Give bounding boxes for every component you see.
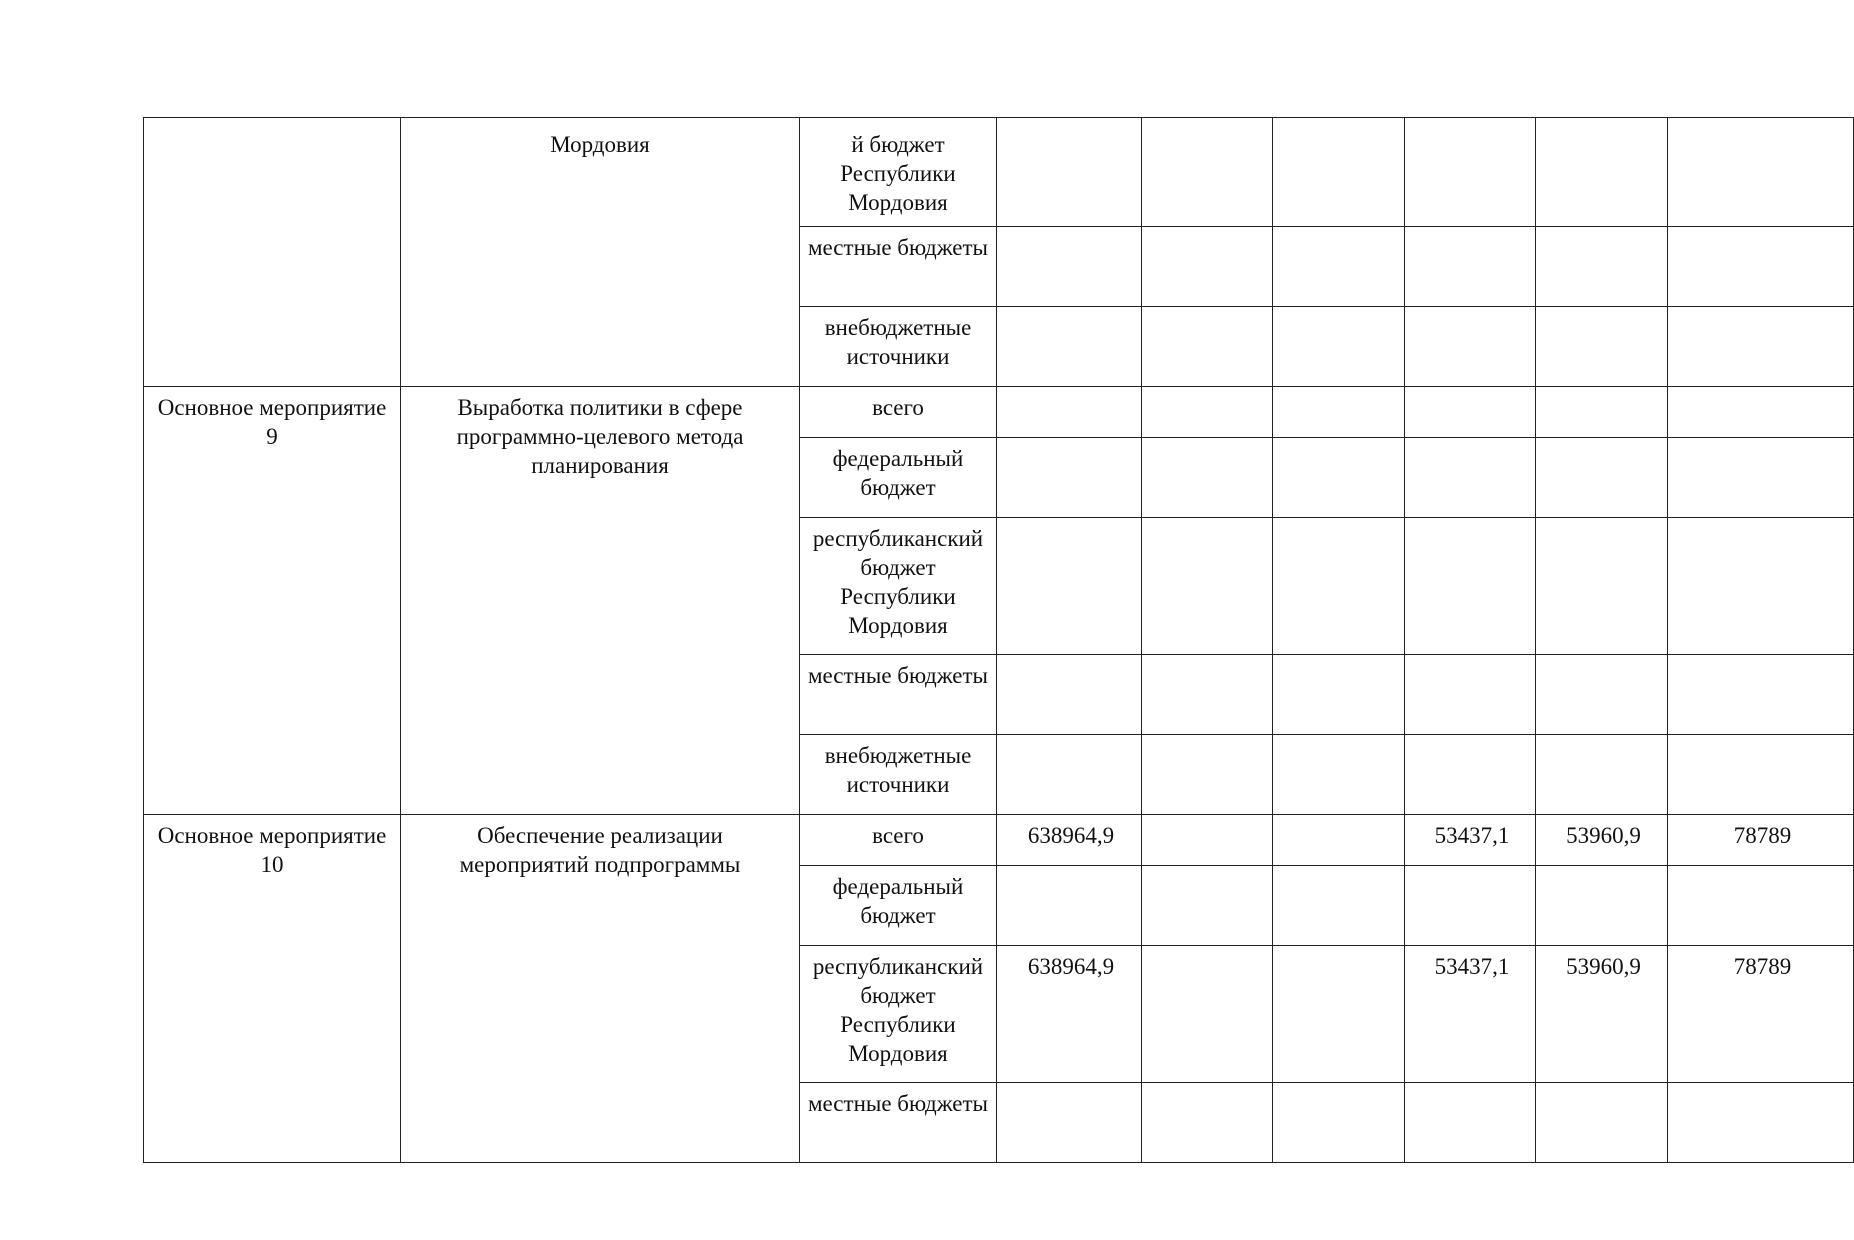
funding-source-cell: й бюджет Республики Мордовия xyxy=(800,118,997,227)
value-cell: 53960,9 xyxy=(1536,946,1668,1083)
value-cell xyxy=(1142,387,1273,438)
value-cell xyxy=(1405,118,1536,227)
value-cell xyxy=(1405,1083,1536,1163)
funding-source-cell: республиканский бюджет Республики Мордовия xyxy=(800,946,997,1083)
value-cell xyxy=(1273,387,1405,438)
value-cell xyxy=(1536,118,1668,227)
table-body xyxy=(144,118,1854,1163)
value-cell xyxy=(997,118,1142,227)
value-cell xyxy=(1273,946,1405,1083)
event-name-cell: Мордовия xyxy=(401,118,800,387)
value-cell xyxy=(1142,118,1273,227)
funding-source-cell: местные бюджеты xyxy=(800,1083,997,1163)
value-cell xyxy=(1142,1083,1273,1163)
value-cell xyxy=(997,438,1142,518)
value-cell xyxy=(1273,438,1405,518)
event-name-cell: Обеспечение реализации мероприятий подпрограммы xyxy=(401,815,800,1163)
value-cell xyxy=(1536,735,1668,815)
value-cell xyxy=(1405,866,1536,946)
value-cell xyxy=(1273,307,1405,387)
value-cell xyxy=(1668,118,1854,227)
value-cell xyxy=(1142,655,1273,735)
value-cell xyxy=(997,227,1142,307)
value-cell xyxy=(997,307,1142,387)
table-row xyxy=(144,815,1854,866)
funding-source-cell: внебюджетные источники xyxy=(800,735,997,815)
funding-source-cell: всего xyxy=(800,815,997,866)
value-cell xyxy=(997,866,1142,946)
value-cell xyxy=(1668,438,1854,518)
table-row xyxy=(144,118,1854,227)
funding-source-cell: всего xyxy=(800,387,997,438)
funding-source-cell: федеральный бюджет xyxy=(800,438,997,518)
value-cell xyxy=(1142,518,1273,655)
value-cell xyxy=(1536,518,1668,655)
value-cell xyxy=(1536,227,1668,307)
value-cell xyxy=(1142,815,1273,866)
value-cell xyxy=(1405,655,1536,735)
event-cell xyxy=(144,118,401,387)
value-cell: 53960,9 xyxy=(1536,815,1668,866)
value-cell xyxy=(1668,735,1854,815)
funding-source-cell: местные бюджеты xyxy=(800,655,997,735)
value-cell: 53437,1 xyxy=(1405,815,1536,866)
event-cell: Основное мероприятие 10 xyxy=(144,815,401,1163)
funding-source-cell: республиканский бюджет Республики Мордовия xyxy=(800,518,997,655)
value-cell xyxy=(1668,307,1854,387)
value-cell xyxy=(1668,518,1854,655)
value-cell xyxy=(1273,735,1405,815)
value-cell xyxy=(1273,1083,1405,1163)
value-cell xyxy=(1405,438,1536,518)
value-cell xyxy=(1536,387,1668,438)
value-cell xyxy=(997,518,1142,655)
value-cell xyxy=(1668,1083,1854,1163)
event-name-cell: Выработка политики в сфере программно-целевого метода планирования xyxy=(401,387,800,815)
value-cell xyxy=(1142,735,1273,815)
value-cell xyxy=(1142,227,1273,307)
value-cell: 638964,9 xyxy=(997,946,1142,1083)
value-cell xyxy=(1668,866,1854,946)
value-cell xyxy=(1536,438,1668,518)
value-cell xyxy=(1273,118,1405,227)
value-cell xyxy=(1273,518,1405,655)
value-cell xyxy=(1142,866,1273,946)
table-row xyxy=(144,387,1854,438)
event-cell: Основное мероприятие 9 xyxy=(144,387,401,815)
value-cell xyxy=(1142,307,1273,387)
value-cell xyxy=(1405,735,1536,815)
value-cell xyxy=(1668,655,1854,735)
funding-table xyxy=(143,117,1854,1163)
value-cell: 78789 xyxy=(1668,815,1854,866)
value-cell xyxy=(997,655,1142,735)
funding-source-cell: местные бюджеты xyxy=(800,227,997,307)
funding-source-cell: внебюджетные источники xyxy=(800,307,997,387)
value-cell xyxy=(1405,227,1536,307)
value-cell xyxy=(1273,227,1405,307)
value-cell xyxy=(1273,866,1405,946)
funding-source-cell: федеральный бюджет xyxy=(800,866,997,946)
value-cell xyxy=(1536,655,1668,735)
value-cell xyxy=(1668,227,1854,307)
value-cell xyxy=(997,387,1142,438)
value-cell: 638964,9 xyxy=(997,815,1142,866)
value-cell xyxy=(1536,307,1668,387)
value-cell xyxy=(1536,866,1668,946)
value-cell xyxy=(997,735,1142,815)
value-cell: 78789 xyxy=(1668,946,1854,1083)
value-cell xyxy=(1668,387,1854,438)
value-cell xyxy=(1405,387,1536,438)
value-cell xyxy=(1405,307,1536,387)
value-cell xyxy=(1142,946,1273,1083)
value-cell xyxy=(1273,655,1405,735)
value-cell xyxy=(1142,438,1273,518)
value-cell xyxy=(1273,815,1405,866)
value-cell xyxy=(1536,1083,1668,1163)
value-cell xyxy=(1405,518,1536,655)
value-cell xyxy=(997,1083,1142,1163)
value-cell: 53437,1 xyxy=(1405,946,1536,1083)
